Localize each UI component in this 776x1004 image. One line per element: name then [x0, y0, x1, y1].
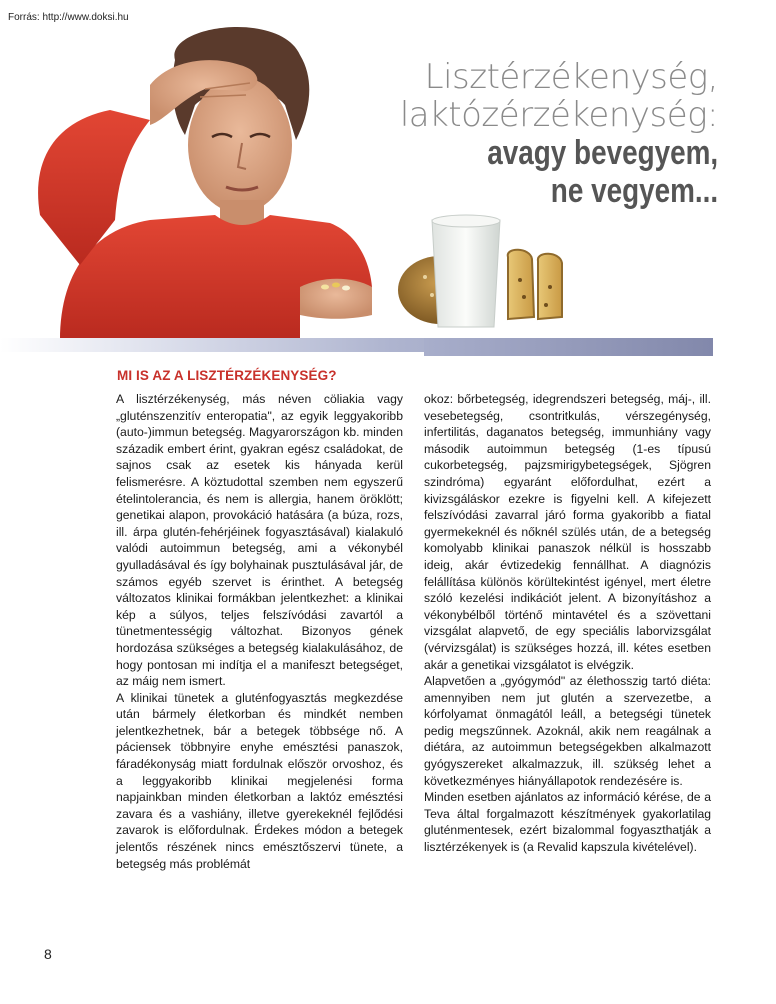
pill: [321, 285, 329, 290]
pill: [342, 286, 350, 291]
title-line: Lisztérzékenység,: [424, 57, 718, 97]
page-number: 8: [44, 946, 52, 962]
decorative-band-dark: [424, 338, 713, 356]
paragraph: Minden esetben ajánlatos az információ kérése, de a Teva által forgalmazott készítmények gyakorlatilag gluténmentesek, ezért bizalommal fogyaszthatják a lisztérzékenyek is (a Revalid kapszula kivételével).: [424, 790, 711, 855]
paragraph: Alapvetően a „gyógymód" az élethosszig tartó diéta: amennyiben nem jut glutén a szervezetbe, a kórfolyamat önmagától leáll, a betegségi tünetek pedig megszűnnek. Azoknál, akik nem reagálnak a diétára, az autoimmun betegségekben alkalmazott gyógyszereket alkalmazzuk, ill. szükség lehet a következményes hiányállapotok rendezésére is.: [424, 674, 711, 788]
text-column-left: [116, 391, 403, 872]
woman-figure: [38, 27, 372, 340]
section-heading: MI IS AZ A LISZTÉRZÉKENYSÉG?: [117, 368, 337, 383]
text-column-right: [424, 391, 711, 856]
bread-slices: [508, 250, 562, 319]
subtitle-line: avagy bevegyem,: [487, 134, 718, 172]
milk-glass: [432, 215, 500, 327]
paragraph: A lisztérzékenység, más néven cöliakia vagy „gluténszenzitív enteropatia", az egyik leggyakoribb (auto-)immun betegség. Magyarországon kb. minden századik embert érint, gyakran egész családokat, de sajnos csak az esetek kis hányada kerül felismerésre. A köztudottal szemben nem egyszerű ételintolerancia, és nem is allergia, hanem öröklött; genetikai alapon, provokáció hatására (a búza, rozs, ill. árpa glutén-fehérjéinek fogyasztásával) kialakuló valódi autoimmun betegség, ami a vékonybél gyulladásával és így bolyhainak pusztulásával jár, de számos egyéb szervet is érinthet. A betegség változatos klinikai formákban jelentkezhet: a klinikai kép a súlyos, teljes felszívódási zavartól a tünetmentességig változhat. Bizonyos gének hordozása szükséges a betegség kialakulásához, de hogy pontosan mi indítja el a manifeszt betegséget, az máig nem ismert.: [116, 392, 403, 689]
paragraph: okoz: bőrbetegség, idegrendszeri betegség, máj-, ill. vesebetegség, csontritkulás, vérszegénység, infertilitás, daganatos betegség, immunhiány vagy második autoimmun betegség (1-es típusú cukorbetegség, pajzsmirigybetegségek, Sjögren szindróma) egyaránt előfordulhat, ezért a kivizsgáláskor ezekre is figyelni kell. A kifejezett felszívódási zavarral járó forma gyakoribb a fiatal gyermekeknél és nőknél szülés után, de a betegség komolyabb klinikai panaszok nélkül is hosszabb ideig, akár évtizedekig fennállhat. A diagnózis felállítása különös körültekintést igényel, mert életre szóló kezelési indikációt jelent. A bizonyításhoz a vékonybélből történő mintavétel és a szövettani vizsgálat alapvető, de egy speciális laborvizsgálat (vérvizsgálat) is szükséges hozzá, ill. kétes esetben akár a genetikai vizsgálatot is elvégzik.: [424, 392, 711, 672]
pill: [332, 283, 340, 288]
subtitle-line: ne vegyem...: [550, 172, 718, 210]
source-line: Forrás: http://www.doksi.hu: [8, 12, 129, 23]
paragraph: A klinikai tünetek a gluténfogyasztás megkezdése után bármely életkorban és mindkét nemben jelentkezhetnek, bár a betegek többsége nő. A páciensek többnyire enyhe emésztési panaszok, fáradékonyság miatt fordulnak először orvoshoz, és a leggyakoribb klinikai megjelenési forma napjainkban minden életkorban a laktóz emésztési zavara és a vashiány, illetve gyerekeknél fejlődési zavarok is előfordulnak. Érdekes módon a betegek jelentős részének nincs emésztőszervi tünete, a betegség más problémát: [116, 690, 403, 871]
article-title: [400, 58, 718, 210]
title-line: laktózérzékenység:: [399, 95, 718, 135]
